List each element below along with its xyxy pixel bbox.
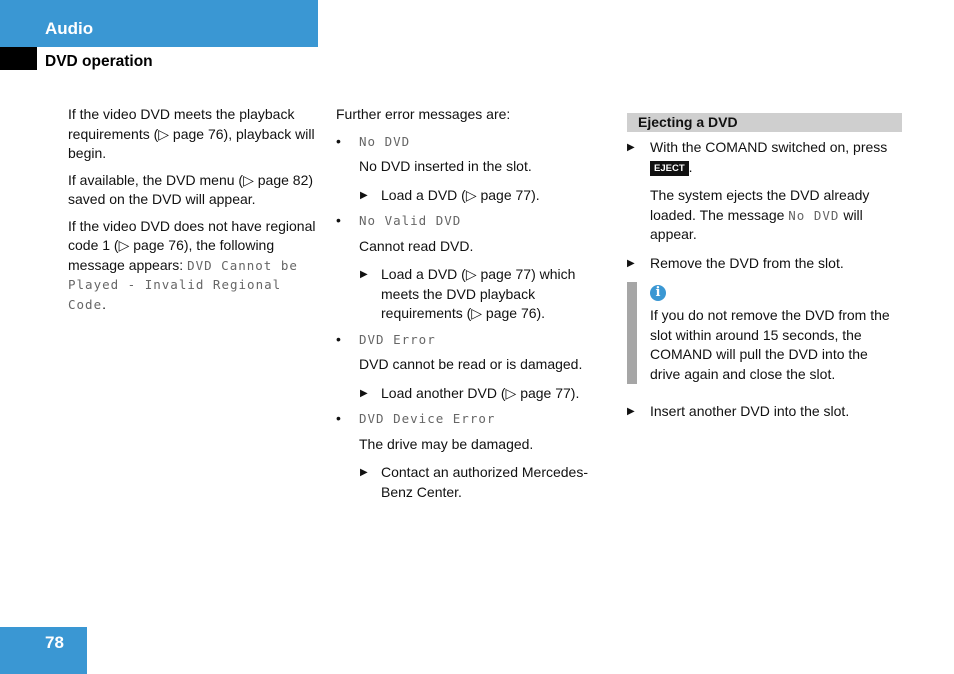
column-left (68, 105, 318, 321)
error-intro: Further error messages are: (336, 106, 511, 122)
step-result: The system ejects the DVD already loaded. The message No DVD will appear. (650, 187, 870, 242)
paragraph-regional-code: If the video DVD does not have regional code 1 (▷ page 76), the following message appears: DVD Cannot be Played - Invalid Regional Code. (68, 217, 316, 312)
error-description: No DVD inserted in the slot. (359, 158, 532, 174)
error-description: The drive may be damaged. (359, 435, 534, 452)
paragraph-dvd-menu: If available, the DVD menu (▷ page 82) saved on the DVD will appear. (68, 171, 314, 207)
note-bar (627, 282, 637, 384)
column-right (627, 105, 902, 431)
subsection-marker (0, 47, 37, 70)
error-code: No DVD (359, 133, 411, 149)
display-message: No DVD (788, 207, 840, 223)
action-step: ▶ Load another DVD (▷ page 77). (336, 384, 602, 404)
step-arrow-icon: ▶ (360, 387, 368, 399)
paragraph-playback: If the video DVD meets the playback requirements (▷ page 76), playback will begin. (68, 106, 315, 161)
action-step: ▶ With the COMAND switched on, press EJECT . (627, 139, 888, 175)
step-arrow-icon: ▶ (627, 142, 635, 153)
bullet-icon: • (336, 132, 341, 149)
bullet-icon: • (336, 410, 341, 426)
error-item (336, 409, 602, 429)
bullet-icon: • (336, 212, 341, 228)
error-code: No Valid DVD (359, 213, 462, 228)
bullet-icon: • (336, 330, 341, 347)
page-number: 78 (45, 633, 64, 652)
step-arrow-icon: ▶ (627, 257, 635, 269)
page-reference[interactable]: ▷ page 82 (243, 171, 309, 188)
page-reference[interactable]: ▷ page 77 (465, 266, 532, 282)
page-reference[interactable]: ▷ page 76 (118, 237, 184, 253)
action-step: ▶ Load a DVD (▷ page 77) which meets the DVD playback requirements (▷ page 76). (360, 266, 576, 321)
error-item (336, 330, 602, 350)
action-step: ▶ Insert another DVD into the slot. (627, 402, 902, 422)
step-arrow-icon: ▶ (627, 406, 635, 417)
error-item (336, 132, 602, 152)
column-middle (336, 105, 602, 508)
action-step: ▶ Contact an authorized Mercedes-Benz Center. (360, 464, 588, 500)
section-title: Audio (45, 19, 94, 38)
subsection-title: DVD operation (45, 53, 153, 70)
error-item (336, 211, 602, 231)
error-code: DVD Device Error (359, 411, 496, 426)
note-text: If you do not remove the DVD from the slot within around 15 seconds, the COMAND will pull the DVD into the drive again and close the slot. (650, 307, 890, 382)
heading-ejecting-dvd: Ejecting a DVD (627, 113, 902, 132)
page-reference[interactable]: ▷ page 77 (505, 384, 571, 401)
action-step: ▶ Load a DVD (▷ page 77). (336, 186, 602, 206)
error-description: Cannot read DVD. (359, 237, 474, 254)
page-number-box (0, 627, 87, 674)
page-reference[interactable]: ▷ page 76 (158, 125, 224, 142)
info-icon: i (650, 285, 666, 301)
eject-button-icon: EJECT (650, 161, 689, 176)
action-step: ▶ Remove the DVD from the slot. (627, 254, 902, 274)
step-arrow-icon: ▶ (360, 189, 368, 201)
step-arrow-icon: ▶ (360, 467, 368, 478)
display-message: DVD Cannot be Played - Invalid Regional Code (68, 257, 298, 312)
error-description: DVD cannot be read or is damaged. (359, 356, 583, 372)
step-arrow-icon: ▶ (360, 269, 368, 280)
info-note (627, 282, 902, 384)
error-code: DVD Error (359, 331, 436, 347)
page-reference[interactable]: ▷ page 77 (465, 186, 532, 203)
